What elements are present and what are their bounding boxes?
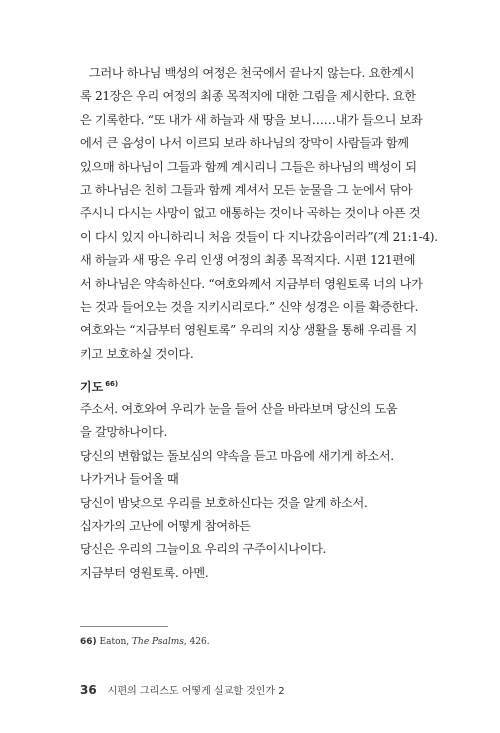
prayer-line: 당신은 우리의 그늘이요 우리의 구주이시나이다. <box>80 542 327 557</box>
running-title: 시편의 그리스도 어떻게 실교할 것인가 2 <box>107 686 285 697</box>
body-line: 새 하늘과 새 땅은 우리 인생 여정의 최종 목적지다. 시편 121편에 <box>80 253 416 268</box>
footnote-number: 66) <box>80 637 97 647</box>
prayer-line: 지금부터 영원토록. 아멘. <box>80 565 209 580</box>
prayer-heading <box>80 376 420 398</box>
body-line: 이 다시 있지 아니하리니 처음 것들이 다 지나갔음이러라”(계 21:1-4). <box>80 229 438 244</box>
body-line: 여호와는 “지금부터 영원토록” 우리의 지상 생활을 통해 우리를 지 <box>80 323 417 338</box>
body-line: 서 하나님은 약속하신다. “여호와께서 지금부터 영원토록 너의 나가 <box>80 276 423 291</box>
footnote-page: , 426. <box>183 637 210 647</box>
prayer-section <box>80 376 420 585</box>
body-line: 는 것과 들어오는 것을 지키시리로다.” 신약 성경은 이를 확증한다. <box>80 300 419 315</box>
page-number: 36 <box>80 683 97 697</box>
footnote-title: The Psalms <box>132 637 184 647</box>
prayer-line: 주소서. 여호와여 우리가 눈을 들어 산을 바라보며 당신의 도움 <box>80 402 398 416</box>
footnote-author: Eaton, <box>99 637 130 647</box>
prayer-line: 십자가의 고난에 어떻게 참여하든 <box>80 519 251 534</box>
body-line: 에서 큰 음성이 나서 이르되 보라 하나님의 장막이 사람들과 함께 <box>80 136 409 151</box>
running-footer <box>80 679 285 698</box>
footnote-divider <box>80 626 168 627</box>
body-line: 키고 보호하실 것이다. <box>80 346 194 361</box>
body-paragraph <box>80 62 438 366</box>
body-line: 그러나 하나님 백성의 여정은 천국에서 끝나지 않는다. 요한계시 <box>89 66 415 80</box>
body-line: 주시니 다시는 사망이 없고 애통하는 것이나 곡하는 것이나 아픈 것 <box>80 206 421 221</box>
footnote-reference[interactable]: 66) <box>105 380 119 388</box>
prayer-line: 을 갈망하나이다. <box>80 425 168 440</box>
body-line: 있으매 하나님이 그들과 함께 계시리니 그들은 하나님의 백성이 되 <box>80 159 417 174</box>
body-line: 고 하나님은 친히 그들과 함께 계셔서 모든 눈물을 그 눈에서 닦아 <box>80 183 413 198</box>
prayer-line: 나가거나 들어올 때 <box>80 472 179 487</box>
footnote <box>80 637 210 647</box>
prayer-heading-text: 기도 <box>80 380 104 394</box>
prayer-line: 당신이 밤낮으로 우리를 보호하신다는 것을 알게 하소서. <box>80 495 368 510</box>
body-line: 록 21장은 우리 여정의 최종 목적지에 대한 그림을 제시한다. 요한 <box>80 89 416 104</box>
body-line: 은 기록한다. “또 내가 새 하늘과 새 땅을 보니……내가 들으니 보좌 <box>80 112 423 127</box>
prayer-line: 당신의 변함없는 돌보심의 약속을 듣고 마음에 새기게 하소서. <box>80 448 394 463</box>
